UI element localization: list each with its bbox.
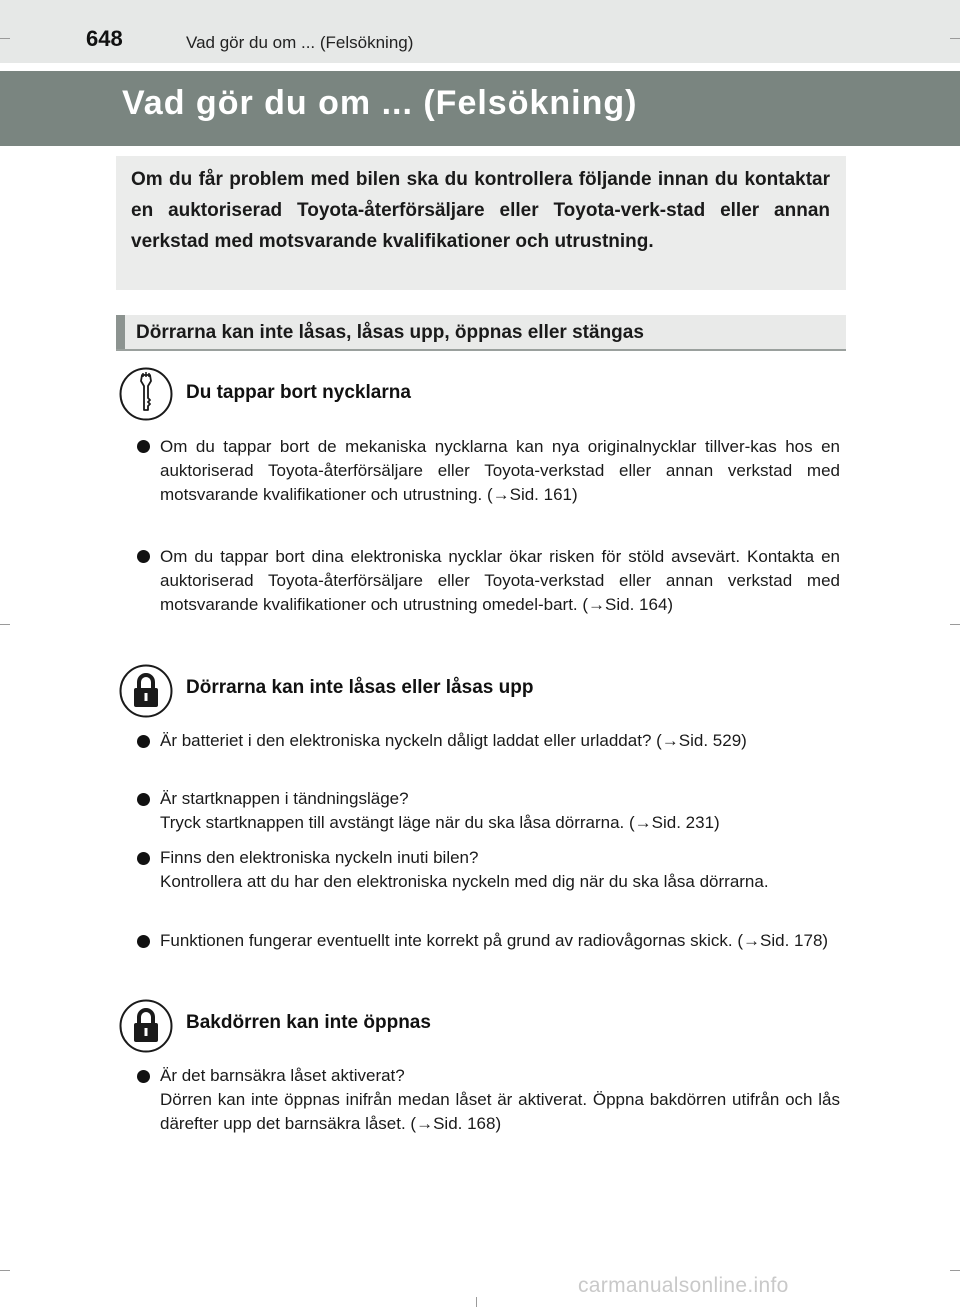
list-item: Om du tappar bort dina elektroniska nycklar ökar risken för stöld avsevärt. Kontakta en auktoriserad Toyota-återförsäljare eller Toyota-verkstad eller annan verkstad med motsvarande kvalifikationer och utrustning omedel-bart. (→Sid. 164) (160, 547, 840, 614)
intro-text: Om du får problem med bilen ska du kontrollera följande innan du kontaktar en auktoriserad Toyota-återförsäljare eller Toyota-verk-stad eller annan verkstad med motsvarande kvalifikationer och utrustning. (131, 169, 830, 252)
bullet-icon (137, 935, 150, 948)
list-item: Funktionen fungerar eventuellt inte korrekt på grund av radiovågornas skick. (→Sid. 178) (160, 931, 829, 950)
padlock-icon (119, 999, 173, 1053)
bullet-icon (137, 440, 150, 453)
crop-mark (950, 624, 960, 625)
list-item-line: Kontrollera att du har den elektroniska nyckeln med dig när du ska låsa dörrarna. (160, 872, 769, 891)
bullet-icon (137, 550, 150, 563)
section-heading-bar (116, 315, 846, 351)
list-item-line: Finns den elektroniska nyckeln inuti bilen? (160, 848, 479, 867)
padlock-icon (119, 664, 173, 718)
watermark: carmanualsonline.info (578, 1274, 789, 1297)
bullet-icon (137, 735, 150, 748)
crop-mark (950, 1270, 960, 1271)
intro-box (116, 156, 846, 290)
page-title: Vad gör du om ... (Felsökning) (122, 84, 638, 122)
crop-mark (476, 1297, 477, 1307)
list-item (160, 846, 840, 894)
crop-mark (0, 1270, 10, 1271)
crop-mark (0, 38, 10, 39)
bullet-icon (137, 793, 150, 806)
section-heading: Dörrarna kan inte låsas, låsas upp, öppnas eller stängas (136, 322, 644, 343)
list-item (160, 787, 840, 835)
subsection-title: Bakdörren kan inte öppnas (186, 1012, 431, 1033)
page-number: 648 (86, 26, 123, 51)
subsection-title: Du tappar bort nycklarna (186, 382, 411, 403)
section-accent (116, 315, 125, 349)
subsection-title: Dörrarna kan inte låsas eller låsas upp (186, 677, 534, 698)
list-item-line: Dörren kan inte öppnas inifrån medan låset är aktiverat. Öppna bakdörren utifrån och lås därefter upp det barnsäkra låset. (→Sid. 168) (160, 1090, 840, 1133)
crop-mark (950, 38, 960, 39)
crop-mark (0, 624, 10, 625)
list-item-line: Är startknappen i tändningsläge? (160, 789, 409, 808)
header-band (0, 0, 960, 63)
bullet-icon (137, 1070, 150, 1083)
list-item (160, 1064, 840, 1136)
key-icon (119, 367, 173, 421)
list-item-line: Är det barnsäkra låset aktiverat? (160, 1066, 405, 1085)
list-item-line: Tryck startknappen till avstängt läge när du ska låsa dörrarna. (→Sid. 231) (160, 813, 720, 832)
bullet-icon (137, 852, 150, 865)
list-item: Är batteriet i den elektroniska nyckeln dåligt laddat eller urladdat? (→Sid. 529) (160, 731, 747, 750)
running-title: Vad gör du om ... (Felsökning) (186, 33, 414, 52)
list-item: Om du tappar bort de mekaniska nycklarna kan nya originalnycklar tillver-kas hos en auktoriserad Toyota-återförsäljare eller Toyota-verkstad eller annan verkstad med motsvarande kvalifikationer och utrustning. (→Sid. 161) (160, 437, 840, 504)
